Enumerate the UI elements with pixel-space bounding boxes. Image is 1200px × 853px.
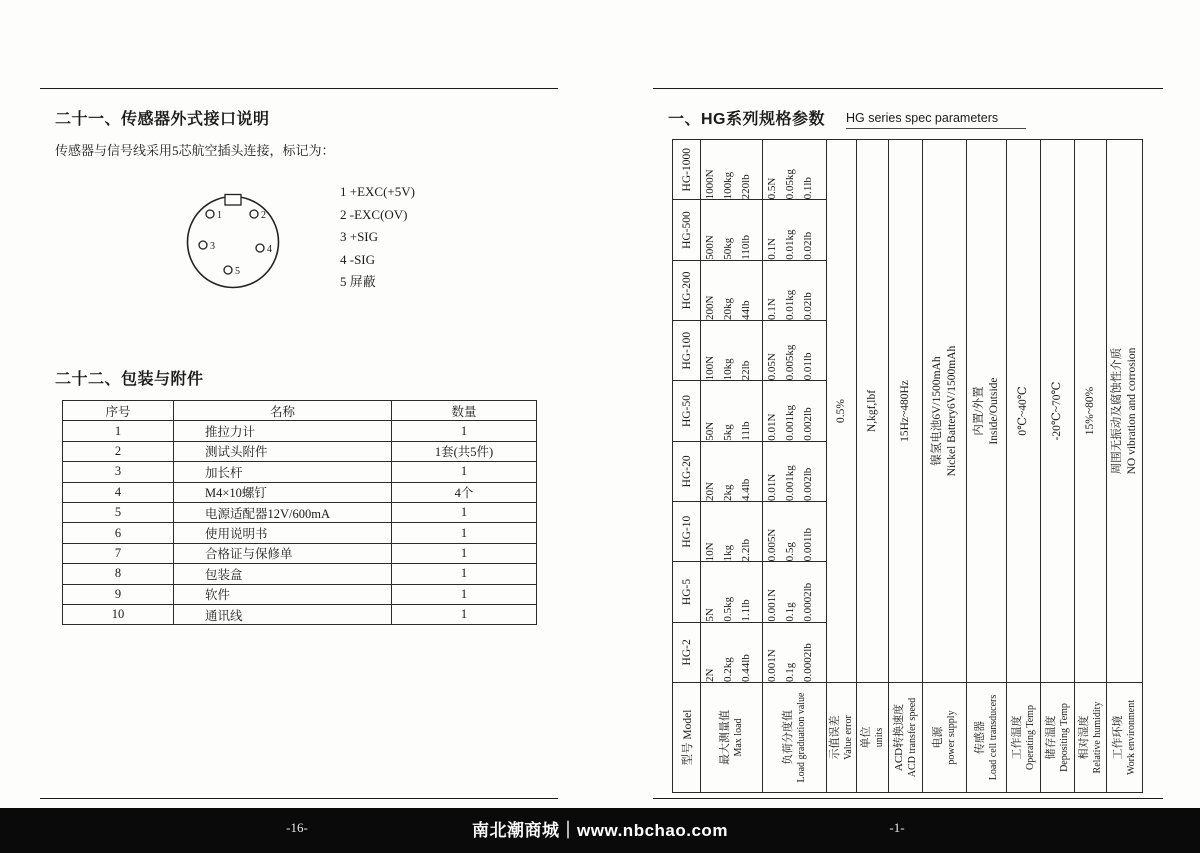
table-row bbox=[63, 441, 537, 461]
spec-value-line: 20N bbox=[704, 482, 716, 502]
spec-value-cell bbox=[763, 260, 827, 320]
spec-row-label-en: Load graduation value bbox=[795, 692, 807, 783]
spec-merged-line: 0.5% bbox=[835, 399, 847, 424]
pin-2-number: 2 bbox=[261, 210, 266, 221]
table-row bbox=[63, 502, 537, 522]
spec-value-line: 50kg bbox=[722, 237, 734, 260]
spec-value-line: 0.01lb bbox=[802, 352, 814, 381]
spec-row-label bbox=[763, 683, 827, 793]
spec-value-line: 0.02lb bbox=[802, 231, 814, 260]
spec-value-line: 5kg bbox=[722, 424, 734, 441]
spec-row-label-zh: 电源 bbox=[931, 726, 944, 749]
spec-merged-line: 15%~80% bbox=[1084, 386, 1096, 436]
pin-2-icon bbox=[250, 210, 258, 218]
spec-value-line: 2N bbox=[704, 668, 716, 682]
spec-row-label-en: Load cell transducers bbox=[987, 694, 999, 781]
spec-value-cell bbox=[701, 140, 763, 200]
right-page-bottom-rule bbox=[653, 798, 1163, 799]
spec-value-line: 4.4lb bbox=[740, 478, 752, 502]
spec-row-label-en: Depositing Temp bbox=[1058, 703, 1070, 772]
table-row bbox=[63, 421, 537, 441]
spec-value-line: 100N bbox=[704, 355, 716, 381]
pin-1-number: 1 bbox=[217, 210, 222, 221]
spec-value-line: 0.0002lb bbox=[802, 643, 814, 682]
spec-value-line: 20kg bbox=[722, 298, 734, 321]
spec-value-line: 0.05N bbox=[766, 353, 778, 381]
spec-merged-line: -20℃~70℃ bbox=[1051, 381, 1063, 441]
table-cell: 1 bbox=[63, 421, 174, 441]
table-row bbox=[63, 543, 537, 563]
pin-4-icon bbox=[256, 244, 264, 252]
left-page-bottom-rule bbox=[40, 798, 558, 799]
table-cell: 10 bbox=[63, 604, 174, 624]
spec-value-line: 0.005kg bbox=[784, 344, 796, 381]
spec-row-label-en: Relative humidity bbox=[1091, 701, 1103, 774]
spec-model-header: HG-10 bbox=[673, 502, 701, 562]
spec-row-label bbox=[827, 683, 857, 793]
spec-row bbox=[827, 140, 857, 793]
section21-title: 二十一、传感器外式接口说明 bbox=[55, 111, 270, 128]
table-row bbox=[63, 482, 537, 502]
spec-value-line: 0.01N bbox=[766, 413, 778, 441]
spec-table-rotated-container bbox=[672, 140, 1142, 793]
accessories-table bbox=[62, 400, 537, 625]
spec-value-line: 2kg bbox=[722, 484, 734, 502]
spec-value-line: 0.001N bbox=[766, 649, 778, 682]
spec-row-label-zh: ACD转换速度 bbox=[892, 703, 905, 772]
table-cell: 5 bbox=[63, 502, 174, 522]
spec-row bbox=[889, 140, 923, 793]
spec-row-label bbox=[857, 683, 889, 793]
table-cell: 7 bbox=[63, 543, 174, 563]
spec-value-line: 0.1N bbox=[766, 238, 778, 260]
spec-value-cell bbox=[763, 502, 827, 562]
table-row bbox=[63, 523, 537, 543]
spec-merged-line: Nickel Battery6V/1500mAh bbox=[945, 345, 958, 477]
spec-merged-cell bbox=[1041, 140, 1075, 683]
spec-value-line: 0.001lb bbox=[802, 528, 814, 562]
spec-value-line: 2.2lb bbox=[740, 539, 752, 562]
spec-section-title: 一、HG系列规格参数 bbox=[668, 111, 826, 128]
legend-line: 3 +SIG bbox=[340, 229, 379, 244]
legend-line: 1 +EXC(+5V) bbox=[340, 184, 415, 199]
table-cell: 1 bbox=[392, 564, 537, 584]
spec-section-subtitle: HG series spec parameters bbox=[846, 111, 1026, 129]
spec-value-cell bbox=[701, 562, 763, 622]
spec-merged-line: 周围无振动及腐蚀性介质 bbox=[1110, 347, 1123, 475]
spec-value-cell bbox=[763, 381, 827, 441]
table-row bbox=[63, 564, 537, 584]
spec-value-cell bbox=[763, 562, 827, 622]
accessories-header-row bbox=[63, 401, 537, 421]
spec-value-cell bbox=[701, 321, 763, 381]
spec-row-label-zh: 最大测量值 bbox=[718, 710, 731, 765]
table-cell: 加长杆 bbox=[174, 462, 392, 482]
spec-merged-cell bbox=[967, 140, 1007, 683]
spec-value-cell bbox=[763, 321, 827, 381]
left-page-top-rule bbox=[40, 88, 558, 89]
spec-model-header: HG-100 bbox=[673, 321, 701, 381]
spec-merged-line: 镍氢电池6V/1500mAh bbox=[930, 356, 943, 466]
table-cell: 测试头附件 bbox=[174, 441, 392, 461]
spec-merged-line: Inside/Outside bbox=[987, 377, 1000, 445]
spec-row-label bbox=[1075, 683, 1107, 793]
column-header: 序号 bbox=[63, 401, 174, 421]
spec-row-label-en: power supply bbox=[945, 710, 957, 765]
pin-5-icon bbox=[224, 266, 232, 274]
spec-row-label bbox=[889, 683, 923, 793]
footer-bar bbox=[0, 808, 1200, 853]
table-cell: 合格证与保修单 bbox=[174, 543, 392, 563]
spec-model-header: HG-20 bbox=[673, 441, 701, 501]
spec-model-header: HG-2 bbox=[673, 622, 701, 682]
pin-1-icon bbox=[206, 210, 214, 218]
spec-value-line: 1.1lb bbox=[740, 599, 752, 622]
spec-value-line: 0.1lb bbox=[802, 177, 814, 200]
table-cell: 2 bbox=[63, 441, 174, 461]
spec-value-line: 220lb bbox=[740, 174, 752, 200]
spec-value-line: 0.44lb bbox=[740, 654, 752, 682]
spec-row-label-zh: 相对湿度 bbox=[1077, 715, 1090, 760]
spec-value-line: 0.005N bbox=[766, 528, 778, 562]
spec-corner-cell: 型号 Model bbox=[673, 683, 701, 793]
spec-value-line: 0.001kg bbox=[784, 404, 796, 441]
section22-title: 二十二、包装与附件 bbox=[55, 371, 204, 388]
table-cell: 1 bbox=[392, 523, 537, 543]
spec-value-line: 1kg bbox=[722, 544, 734, 562]
table-cell: 推拉力计 bbox=[174, 421, 392, 441]
table-cell: 通讯线 bbox=[174, 604, 392, 624]
table-cell: 1 bbox=[392, 421, 537, 441]
spec-value-cell bbox=[763, 441, 827, 501]
spec-value-line: 10N bbox=[704, 542, 716, 562]
table-cell: 软件 bbox=[174, 584, 392, 604]
spec-merged-cell bbox=[923, 140, 967, 683]
spec-row bbox=[1041, 140, 1075, 793]
spec-value-line: 1000N bbox=[704, 169, 716, 200]
pin-3-icon bbox=[199, 241, 207, 249]
table-cell: 包装盒 bbox=[174, 564, 392, 584]
page-number-left: -16- bbox=[286, 820, 308, 835]
spec-value-cell bbox=[763, 140, 827, 200]
spec-value-line: 200N bbox=[704, 295, 716, 321]
spec-value-cell bbox=[701, 381, 763, 441]
spec-row-label-zh: 示值误差 bbox=[828, 715, 841, 760]
spec-row bbox=[1107, 140, 1143, 793]
column-header: 数量 bbox=[392, 401, 537, 421]
table-cell: 3 bbox=[63, 462, 174, 482]
table-cell: 1 bbox=[392, 502, 537, 522]
spec-merged-cell bbox=[827, 140, 857, 683]
spec-value-cell bbox=[763, 622, 827, 682]
spec-value-line: 50N bbox=[704, 421, 716, 441]
spec-value-cell bbox=[763, 200, 827, 260]
spec-value-line: 44lb bbox=[740, 300, 752, 321]
spec-merged-cell bbox=[857, 140, 889, 683]
spec-row-label-zh: 单位 bbox=[859, 726, 872, 749]
spec-value-line: 0.05kg bbox=[784, 169, 796, 200]
page-number-right: -1- bbox=[889, 820, 905, 835]
pin-3-number: 3 bbox=[210, 241, 215, 252]
legend-line: 2 -EXC(OV) bbox=[340, 206, 408, 222]
table-cell: 1套(共5件) bbox=[392, 441, 537, 461]
spec-row-label-en: units bbox=[873, 727, 885, 748]
spec-value-line: 0.2kg bbox=[722, 657, 734, 682]
spec-value-cell bbox=[701, 441, 763, 501]
spec-row-label-en: Work environment bbox=[1125, 700, 1137, 776]
spec-row-label-zh: 传感器 bbox=[973, 721, 986, 754]
spec-value-line: 0.5g bbox=[784, 542, 796, 562]
spec-row-label bbox=[1007, 683, 1041, 793]
spec-header-row bbox=[673, 140, 701, 793]
spec-value-line: 0.001kg bbox=[784, 465, 796, 502]
spec-row bbox=[763, 140, 827, 793]
spec-value-line: 5N bbox=[704, 608, 716, 622]
spec-merged-line: NO vibration and corrosion bbox=[1125, 347, 1138, 475]
spec-merged-line: 0℃~40℃ bbox=[1017, 386, 1029, 436]
table-row bbox=[63, 604, 537, 624]
spec-row-label-zh: 负荷分度值 bbox=[781, 710, 794, 765]
spec-model-header: HG-200 bbox=[673, 260, 701, 320]
spec-row bbox=[701, 140, 763, 793]
spec-value-line: 0.5N bbox=[766, 177, 778, 200]
spec-value-line: 22lb bbox=[740, 360, 752, 381]
spec-value-line: 0.0002lb bbox=[802, 582, 814, 622]
spec-table bbox=[672, 139, 1143, 793]
spec-value-cell bbox=[701, 502, 763, 562]
connector-keyway-notch bbox=[225, 195, 241, 206]
column-header: 名称 bbox=[174, 401, 392, 421]
table-cell: 4 bbox=[63, 482, 174, 502]
spec-row-label bbox=[1107, 683, 1143, 793]
spec-merged-cell bbox=[1007, 140, 1041, 683]
spec-value-line: 0.002lb bbox=[802, 407, 814, 441]
spec-merged-line: N,kgf,lbf bbox=[866, 389, 878, 433]
connector-diagram bbox=[183, 190, 283, 290]
spec-merged-cell bbox=[1107, 140, 1143, 683]
spec-row-label-en: Operating Temp bbox=[1024, 705, 1036, 770]
spec-row-label bbox=[1041, 683, 1075, 793]
table-cell: 8 bbox=[63, 564, 174, 584]
spec-row-label-en: Value error bbox=[842, 715, 854, 760]
pin-4-number: 4 bbox=[267, 244, 272, 255]
table-cell: 电源适配器12V/600mA bbox=[174, 502, 392, 522]
spec-row-label bbox=[923, 683, 967, 793]
connector-legend bbox=[340, 181, 415, 294]
spec-row-label bbox=[701, 683, 763, 793]
spec-value-cell bbox=[701, 622, 763, 682]
spec-value-line: 10kg bbox=[722, 358, 734, 381]
spec-row-label-zh: 工作温度 bbox=[1010, 715, 1023, 760]
spec-row bbox=[1007, 140, 1041, 793]
spec-value-line: 500N bbox=[704, 235, 716, 260]
table-cell: 1 bbox=[392, 462, 537, 482]
spec-value-line: 0.01N bbox=[766, 473, 778, 502]
spec-row-label-zh: 工作环境 bbox=[1111, 715, 1124, 760]
spec-value-line: 110lb bbox=[740, 235, 752, 260]
legend-line: 4 -SIG bbox=[340, 251, 376, 267]
spec-row-label bbox=[967, 683, 1007, 793]
footer-site-text: 南北潮商城｜www.nbchao.com bbox=[472, 821, 728, 840]
spec-value-line: 0.02lb bbox=[802, 292, 814, 321]
spec-value-line: 0.1g bbox=[784, 602, 796, 622]
table-cell: 1 bbox=[392, 543, 537, 563]
spec-value-line: 0.1g bbox=[784, 662, 796, 682]
spec-merged-cell bbox=[1075, 140, 1107, 683]
table-row bbox=[63, 462, 537, 482]
table-cell: 4个 bbox=[392, 482, 537, 502]
spec-value-line: 0.01kg bbox=[784, 289, 796, 321]
spec-row bbox=[923, 140, 967, 793]
spec-value-cell bbox=[701, 200, 763, 260]
spec-value-line: 100kg bbox=[722, 171, 734, 200]
spec-row bbox=[857, 140, 889, 793]
spec-row-label-en: ACD transfer speed bbox=[906, 697, 918, 778]
spec-value-line: 11lb bbox=[740, 421, 752, 441]
spec-value-cell bbox=[701, 260, 763, 320]
table-cell: 使用说明书 bbox=[174, 523, 392, 543]
table-cell: 1 bbox=[392, 604, 537, 624]
spec-value-line: 0.001N bbox=[766, 588, 778, 622]
table-cell: 6 bbox=[63, 523, 174, 543]
pin-5-number: 5 bbox=[235, 266, 240, 277]
spec-model-header: HG-5 bbox=[673, 562, 701, 622]
spec-row-label-zh: 储存温度 bbox=[1044, 715, 1057, 760]
table-cell: M4×10螺钉 bbox=[174, 482, 392, 502]
spec-model-header: HG-1000 bbox=[673, 140, 701, 200]
table-cell: 1 bbox=[392, 584, 537, 604]
legend-line: 5 屏蔽 bbox=[340, 274, 376, 289]
spec-row bbox=[967, 140, 1007, 793]
spec-row-label-en: Max load bbox=[732, 718, 744, 757]
spec-model-header: HG-500 bbox=[673, 200, 701, 260]
spec-model-header: HG-50 bbox=[673, 381, 701, 441]
spec-value-line: 0.01kg bbox=[784, 229, 796, 260]
spec-merged-line: 15Hz~480Hz bbox=[899, 380, 911, 442]
table-row bbox=[63, 584, 537, 604]
spec-value-line: 0.5kg bbox=[722, 596, 734, 622]
spec-merged-cell bbox=[889, 140, 923, 683]
spec-value-line: 0.1N bbox=[766, 298, 778, 321]
spec-row bbox=[1075, 140, 1107, 793]
spec-merged-line: 内置/外置 bbox=[972, 386, 985, 436]
table-cell: 9 bbox=[63, 584, 174, 604]
right-page-top-rule bbox=[653, 88, 1163, 89]
section21-intro: 传感器与信号线采用5芯航空插头连接，标记为： bbox=[55, 143, 335, 158]
spec-value-line: 0.002lb bbox=[802, 467, 814, 502]
